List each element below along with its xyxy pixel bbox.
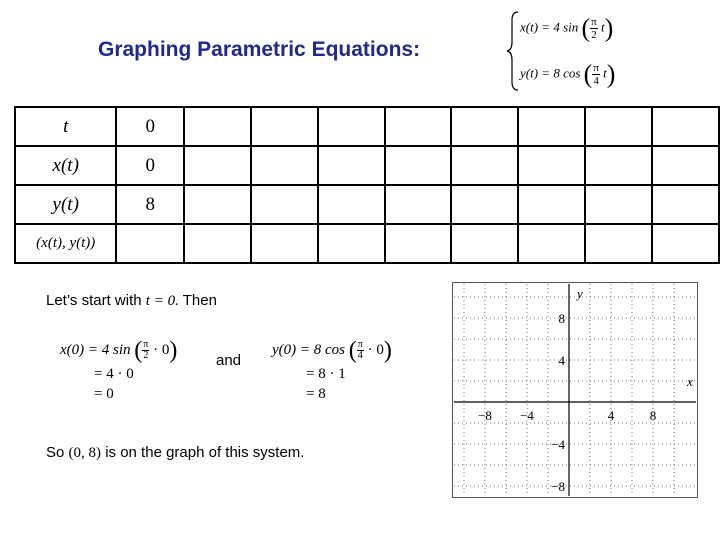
table-cell bbox=[518, 146, 585, 185]
table-cell bbox=[518, 107, 585, 146]
x-equation: x(t) = 4 sin ( $\frac{\pi}{2}$ t) bbox=[520, 13, 614, 43]
x-calc-frac-num: π bbox=[143, 339, 149, 351]
table-cell bbox=[184, 146, 251, 185]
table-row-header: x(t) bbox=[15, 146, 116, 185]
y-tick-label: 8 bbox=[558, 311, 565, 326]
y-frac-num: π bbox=[593, 62, 599, 74]
y-calc-line2: = 8 · 1 bbox=[306, 366, 346, 382]
table-cell: 0 bbox=[116, 107, 184, 146]
x-calc-frac-den: 2 bbox=[143, 350, 149, 362]
left-brace-icon bbox=[506, 6, 520, 96]
table-cell: 8 bbox=[116, 185, 184, 224]
y-frac-den: 4 bbox=[593, 75, 599, 87]
table-cell bbox=[318, 224, 385, 263]
table-cell bbox=[184, 107, 251, 146]
table-cell bbox=[585, 107, 652, 146]
intro-text: Let’s start with bbox=[46, 292, 142, 309]
table-cell bbox=[451, 107, 518, 146]
x-calc-line3: = 0 bbox=[94, 386, 114, 402]
table-cell bbox=[385, 185, 452, 224]
table-cell bbox=[385, 224, 452, 263]
table-cell bbox=[585, 146, 652, 185]
x-axis-label: x bbox=[687, 374, 693, 389]
x-calculation: x(0) = 4 sin ( $\frac{\pi}{2}$ · 0) = 4 · 0 = 0 bbox=[60, 337, 178, 402]
table-cell bbox=[652, 185, 719, 224]
table-cell bbox=[451, 146, 518, 185]
y-axis-label: y bbox=[577, 286, 583, 301]
y-calc-line1: y(0) = 8 cos bbox=[272, 342, 346, 358]
conclusion-sentence bbox=[46, 444, 304, 462]
y-calc-line3: = 8 bbox=[306, 386, 326, 402]
x-tick-label: 8 bbox=[649, 408, 657, 423]
table-row-header: t bbox=[15, 107, 116, 146]
table-cell bbox=[184, 224, 251, 263]
y-tick-label: −8 bbox=[551, 479, 565, 494]
parametric-system bbox=[506, 6, 646, 96]
y-equation: y(t) = 8 cos ( $\frac{\pi}{4}$ t) bbox=[520, 59, 616, 89]
table-cell bbox=[652, 224, 719, 263]
y-equation-text: y(t) = 8 cos bbox=[520, 65, 581, 81]
x-frac-den: 2 bbox=[591, 29, 597, 41]
y-calc-frac-den: 4 bbox=[357, 350, 363, 362]
table-row-header: (x(t), y(t)) bbox=[15, 224, 116, 263]
graph-frame bbox=[453, 283, 698, 498]
x-frac-num: π bbox=[591, 16, 597, 28]
x-equation-t: t bbox=[600, 19, 605, 35]
table-t-row bbox=[15, 107, 719, 146]
conclusion-prefix: So bbox=[46, 444, 65, 461]
y-tick-label: 4 bbox=[558, 353, 565, 368]
page-title: Graphing Parametric Equations: bbox=[98, 38, 421, 61]
table-cell bbox=[385, 146, 452, 185]
table-cell bbox=[251, 185, 318, 224]
table-cell bbox=[318, 185, 385, 224]
x-calc-line1: x(0) = 4 sin bbox=[60, 342, 131, 358]
y-calc-frac-num: π bbox=[357, 339, 363, 351]
table-cell bbox=[451, 224, 518, 263]
table-cell bbox=[585, 185, 652, 224]
table-cell bbox=[518, 224, 585, 263]
table-y-row bbox=[15, 185, 719, 224]
table-cell bbox=[652, 146, 719, 185]
table-cell bbox=[116, 224, 184, 263]
y-calc-line1-tail: · 0 bbox=[367, 342, 384, 358]
x-tick-label: −4 bbox=[520, 408, 534, 423]
table-cell bbox=[451, 185, 518, 224]
conclusion-point: (0, 8) bbox=[68, 445, 102, 461]
values-table bbox=[14, 106, 720, 264]
table-cell bbox=[251, 224, 318, 263]
table-cell bbox=[652, 107, 719, 146]
table-cell: 0 bbox=[116, 146, 184, 185]
conclusion-suffix: is on the graph of this system. bbox=[105, 444, 305, 461]
table-cell bbox=[184, 185, 251, 224]
table-cell bbox=[385, 107, 452, 146]
intro-math: t = 0. bbox=[145, 293, 179, 309]
table-x-row bbox=[15, 146, 719, 185]
y-calculation: y(0) = 8 cos ( $\frac{\pi}{4}$ · 0) = 8 · 1 = 8 bbox=[272, 337, 392, 402]
table-cell bbox=[318, 146, 385, 185]
table-cell bbox=[318, 107, 385, 146]
table-cell bbox=[251, 146, 318, 185]
intro-then: Then bbox=[182, 292, 217, 309]
coordinate-graph bbox=[452, 282, 698, 498]
x-tick-label: −8 bbox=[478, 408, 492, 423]
and-text: and bbox=[216, 352, 242, 369]
intro-sentence bbox=[46, 292, 217, 310]
x-calc-line1-tail: · 0 bbox=[153, 342, 170, 358]
y-tick-label: −4 bbox=[551, 437, 565, 452]
table-cell bbox=[585, 224, 652, 263]
table-cell bbox=[251, 107, 318, 146]
y-equation-t: t bbox=[603, 65, 607, 81]
x-tick-label: 4 bbox=[607, 408, 615, 423]
table-cell bbox=[518, 185, 585, 224]
x-calc-line2: = 4 · 0 bbox=[94, 366, 134, 382]
x-equation-text: x(t) = 4 sin bbox=[520, 19, 579, 35]
table-point-row bbox=[15, 224, 719, 263]
table-row-header: y(t) bbox=[15, 185, 116, 224]
